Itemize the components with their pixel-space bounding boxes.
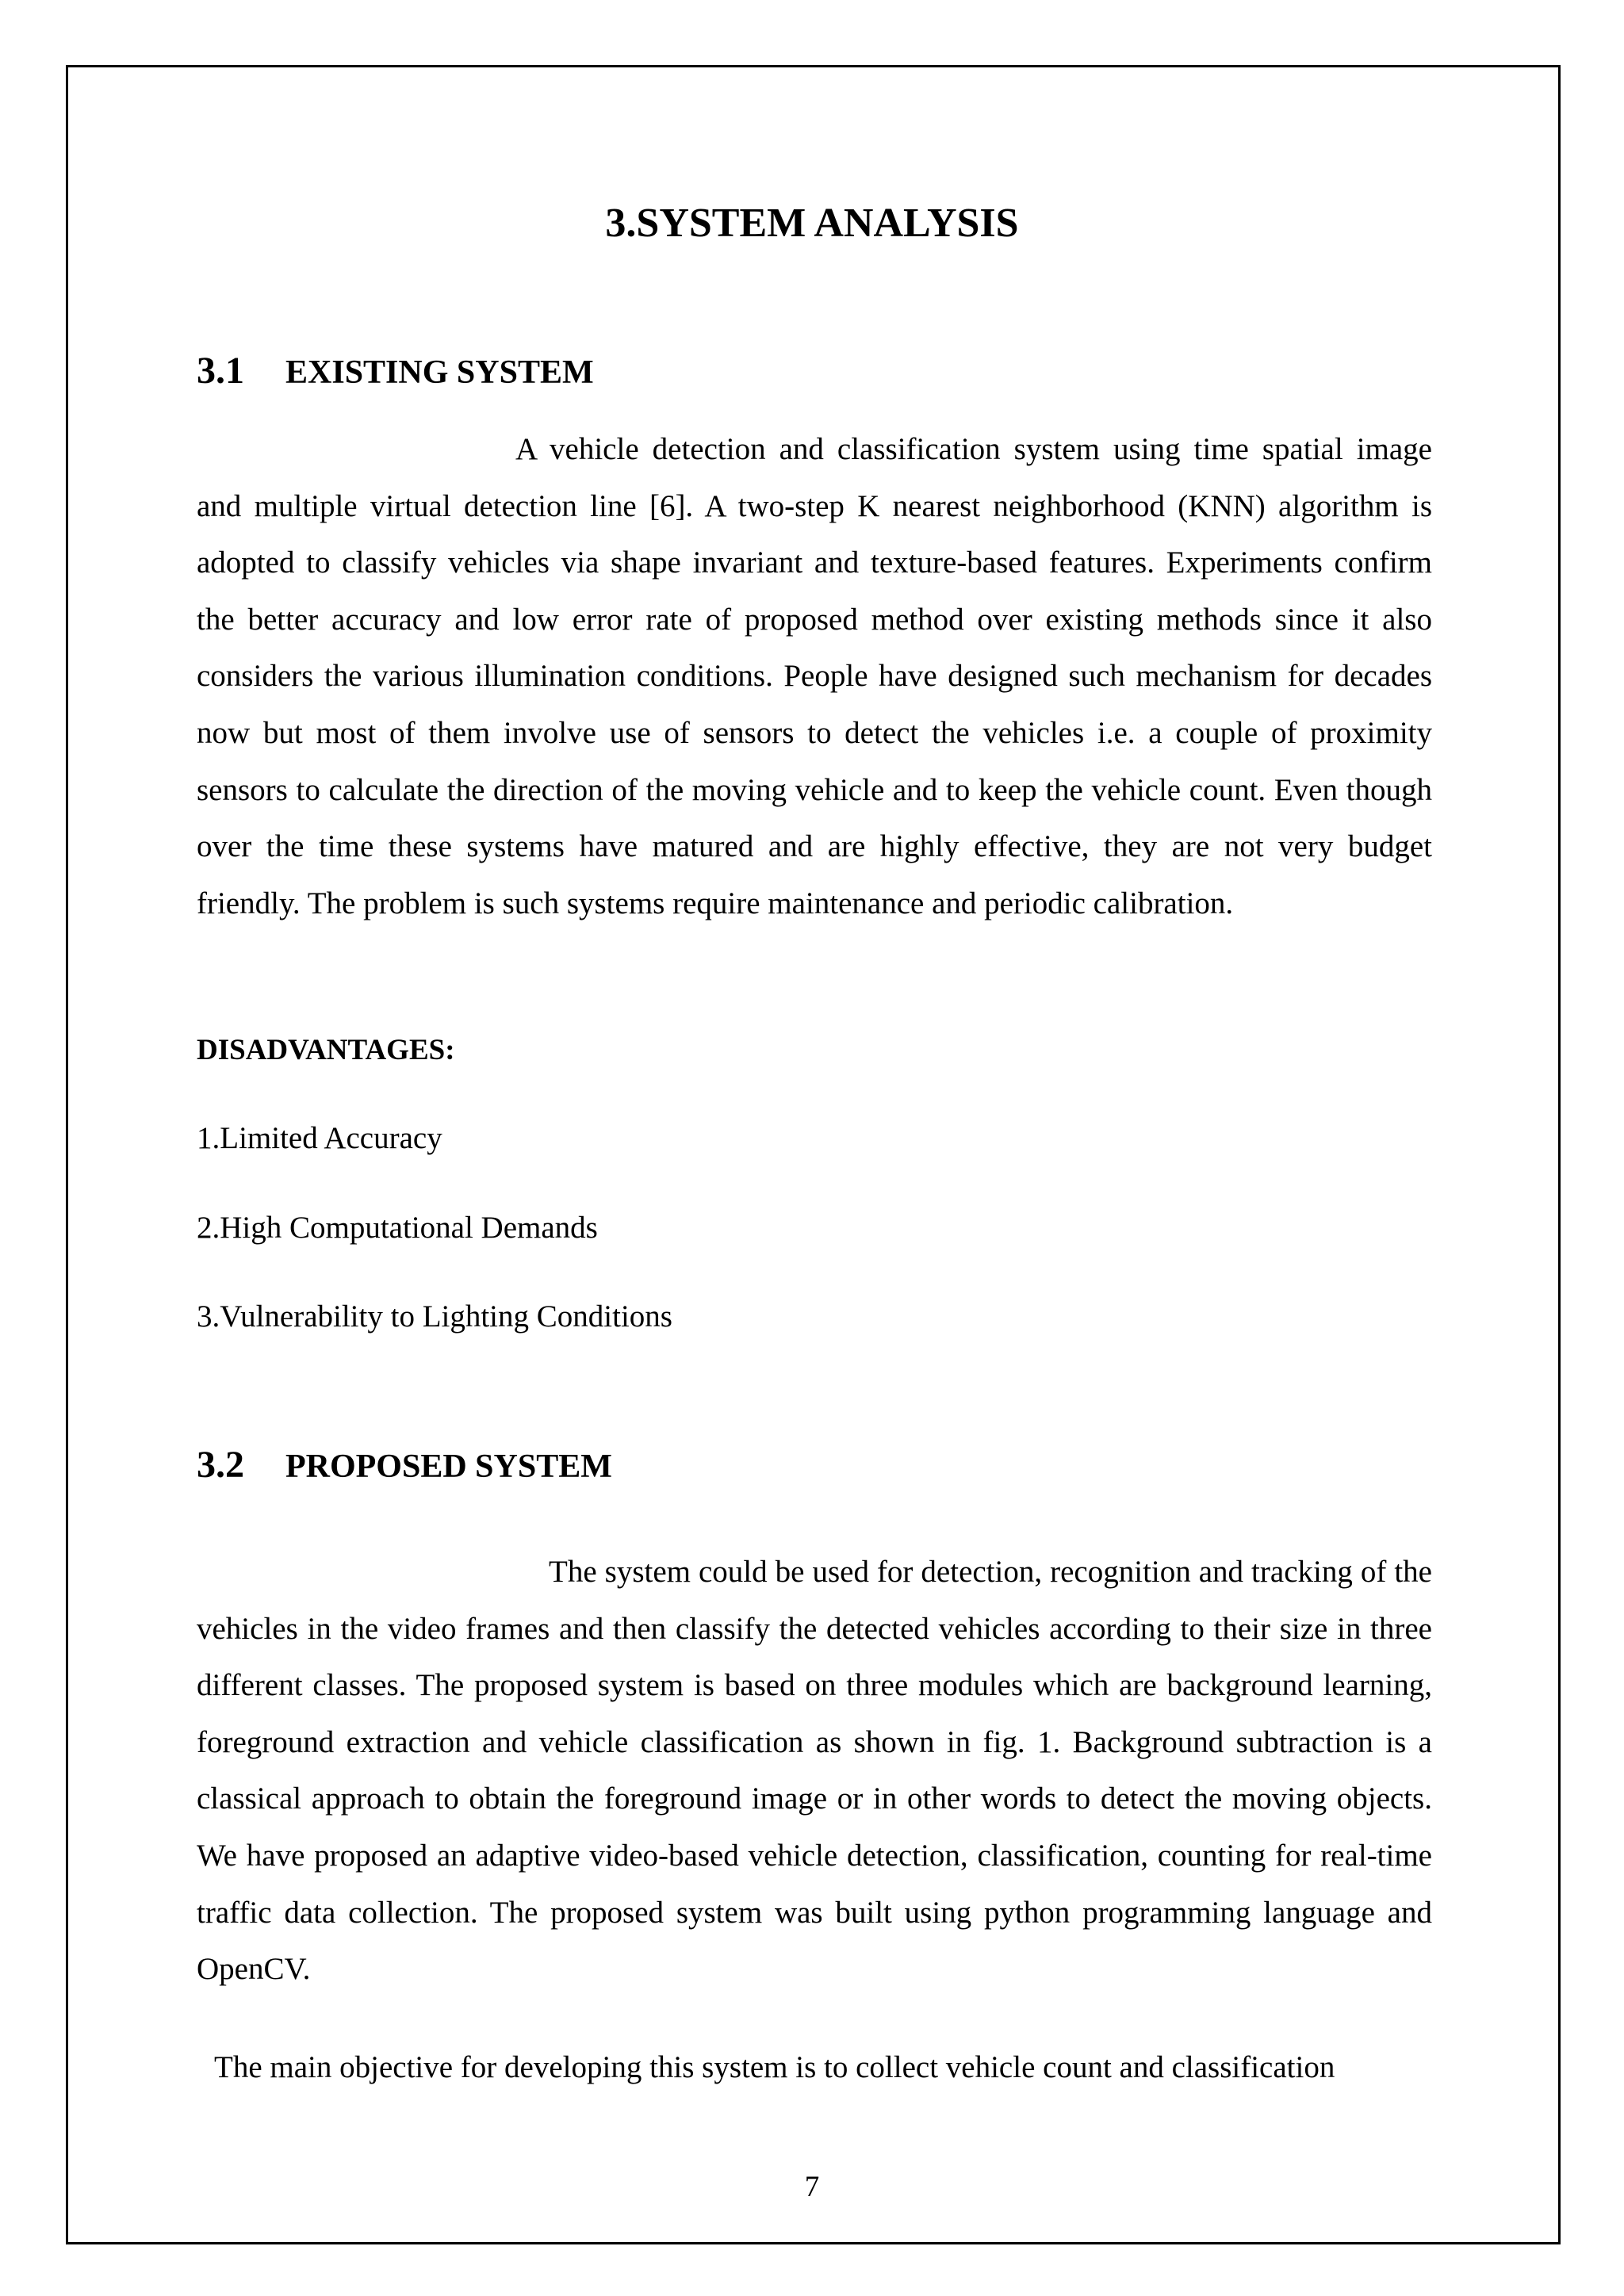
existing-system-paragraph: A vehicle detection and classification system using time spatial image and multiple virtual detection line [6]. A two-step K nearest neighborhood (KNN) algorithm is adopted to classify vehicles via shape invariant and texture-based features. Experiments confirm the better accuracy and low error rate of proposed method over existing methods since it also considers the various illumination conditions. People have designed such mechanism for decades now but most of them involve use of sensors to detect the vehicles i.e. a couple of proximity sensors to calculate the direction of the moving vehicle and to keep the vehicle count. Even though over the time these systems have matured and are highly effective, they are not very budget friendly. The problem is such systems require maintenance and periodic calibration. (197, 432, 1432, 920)
section-number: 3.2 (197, 1444, 244, 1486)
section-title: EXISTING SYSTEM (285, 354, 594, 391)
section-heading-existing-system (197, 349, 594, 392)
chapter-title: 3.SYSTEM ANALYSIS (605, 201, 1019, 246)
objective-paragraph: The main objective for developing this system is to collect vehicle count and classification (214, 2050, 1335, 2084)
section-title: PROPOSED SYSTEM (285, 1448, 612, 1485)
page-number: 7 (804, 2171, 820, 2203)
section-heading-proposed-system (197, 1443, 612, 1487)
section-number: 3.1 (197, 350, 244, 392)
disadvantages-label: DISADVANTAGES: (197, 1034, 455, 1066)
proposed-system-paragraph: The system could be used for detection, recognition and tracking of the vehicles in the video frames and then classify the detected vehicles according to their size in three different classes. The proposed system is based on three modules which are background learning, foreground extraction and vehicle classification as shown in fig. 1. Background subtraction is a classical approach to obtain the foreground image or in other words to detect the moving objects. We have proposed an adaptive video-based vehicle detection, classification, counting for real-time traffic data collection. The proposed system was built using python programming language and OpenCV. (197, 1555, 1432, 1987)
disadvantage-item: 1.Limited Accuracy (197, 1121, 442, 1155)
disadvantage-item: 3.Vulnerability to Lighting Conditions (197, 1299, 672, 1334)
disadvantage-item: 2.High Computational Demands (197, 1211, 598, 1245)
